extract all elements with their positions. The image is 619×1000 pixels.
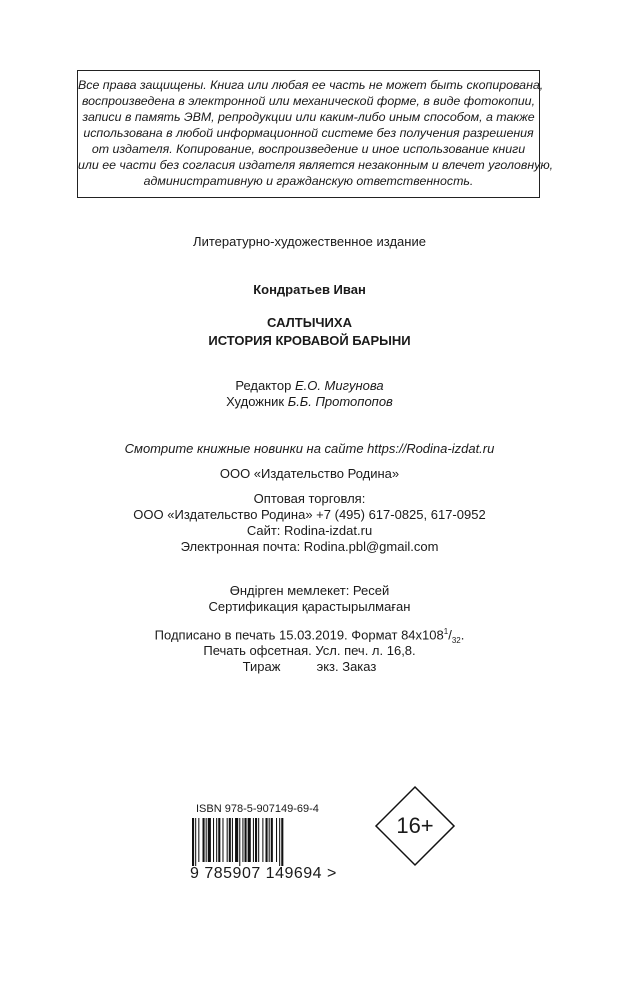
barcode-bar bbox=[208, 818, 211, 862]
barcode-bar bbox=[262, 818, 263, 862]
barcode-digits: 9 785907 149694 > bbox=[190, 865, 337, 882]
barcode-bar bbox=[258, 818, 259, 862]
artist-credit bbox=[0, 394, 619, 409]
barcode-bar bbox=[206, 818, 207, 862]
print-run-line: Тираж экз. Заказ bbox=[242, 659, 377, 674]
copyright-line: административную и гражданскую ответственность. bbox=[143, 174, 474, 188]
barcode-bar bbox=[192, 818, 194, 866]
barcode-bar bbox=[255, 818, 257, 862]
editor-name: Е.О. Мигунова bbox=[294, 378, 384, 393]
barcode-bar bbox=[213, 818, 214, 862]
format-period: . bbox=[460, 627, 465, 643]
country-of-origin: Өндірген мемлекет: Ресей bbox=[229, 583, 390, 598]
copyright-line: записи в память ЭВМ, репродукции или каким-либо иным способом, а также bbox=[82, 110, 535, 124]
barcode-bar bbox=[248, 818, 251, 862]
wholesale-phone: ООО «Издательство Родина» +7 (495) 617-0825, 617-0952 bbox=[133, 507, 486, 522]
editor-role: Редактор bbox=[235, 378, 292, 393]
website-note: Смотрите книжные новинки на сайте https://Rodina-izdat.ru bbox=[124, 441, 495, 456]
print-signed-line: Подписано в печать 15.03.2019. Формат $84х108^1/_{32}$. bbox=[154, 627, 465, 645]
barcode-bar bbox=[198, 818, 199, 862]
wholesale-email: Электронная почта: Rodina.pbl@gmail.com bbox=[180, 539, 439, 554]
barcode-bar bbox=[245, 818, 247, 862]
copyright-line: воспроизведена в электронной или механической форме, в виде фотокопии, bbox=[81, 94, 536, 108]
barcode-bar bbox=[269, 818, 270, 862]
barcode-bar bbox=[203, 818, 205, 862]
barcode-bar bbox=[229, 818, 231, 862]
format-fraction-numerator: 1 bbox=[443, 627, 449, 636]
publisher-name: ООО «Издательство Родина» bbox=[219, 466, 400, 481]
barcode-bar bbox=[242, 818, 243, 862]
barcode-bar bbox=[227, 818, 228, 862]
copyright-line: или ее части без согласия издателя является незаконным и влечет уголовную, bbox=[78, 158, 554, 172]
barcode-bar bbox=[271, 818, 273, 862]
barcode-bar bbox=[266, 818, 268, 862]
artist-name: Б.Б. Протопопов bbox=[287, 394, 393, 409]
certification-note: Сертификация қарастырылмаған bbox=[208, 599, 411, 614]
barcode-bar bbox=[232, 818, 233, 862]
barcode-bar bbox=[239, 818, 240, 866]
barcode-bar bbox=[253, 818, 254, 862]
edition-type: Литературно-художественное издание bbox=[193, 234, 426, 249]
format-fraction-denominator: 32 bbox=[451, 635, 461, 645]
copyright-line: использована в любой информационной системе без получения разрешения bbox=[83, 126, 534, 140]
copyright-line: Все права защищены. Книга или любая ее часть не может быть скопирована, bbox=[78, 78, 544, 92]
barcode-bar bbox=[281, 818, 283, 866]
wholesale-site: Сайт: Rodina-izdat.ru bbox=[246, 523, 373, 538]
barcode-bar bbox=[218, 818, 220, 862]
barcode-bar bbox=[276, 818, 277, 862]
book-subtitle: ИСТОРИЯ КРОВАВОЙ БАРЫНИ bbox=[208, 333, 411, 348]
barcode-bar bbox=[279, 818, 280, 866]
barcode bbox=[190, 818, 320, 866]
barcode-bar bbox=[235, 818, 238, 862]
print-signed-text: Подписано в печать 15.03.2019. Формат 84х108 bbox=[154, 627, 444, 643]
artist-role: Художник bbox=[226, 394, 285, 409]
barcode-bar bbox=[216, 818, 217, 862]
book-title: САЛТЫЧИХА bbox=[267, 315, 352, 330]
barcode-bar bbox=[222, 818, 223, 862]
age-rating: 16+ bbox=[396, 813, 434, 838]
barcode-bar bbox=[195, 818, 196, 866]
copyright-line: от издателя. Копирование, воспроизведение и иное использование книги bbox=[91, 142, 526, 156]
wholesale-heading: Оптовая торговля: bbox=[253, 491, 366, 506]
author-name: Кондратьев Иван bbox=[253, 282, 366, 297]
copyright-notice-box bbox=[77, 70, 554, 198]
editor-credit bbox=[0, 378, 619, 393]
isbn-number: ISBN 978-5-907149-69-4 bbox=[196, 803, 319, 815]
print-type-line: Печать офсетная. Усл. печ. л. 16,8. bbox=[203, 643, 416, 658]
